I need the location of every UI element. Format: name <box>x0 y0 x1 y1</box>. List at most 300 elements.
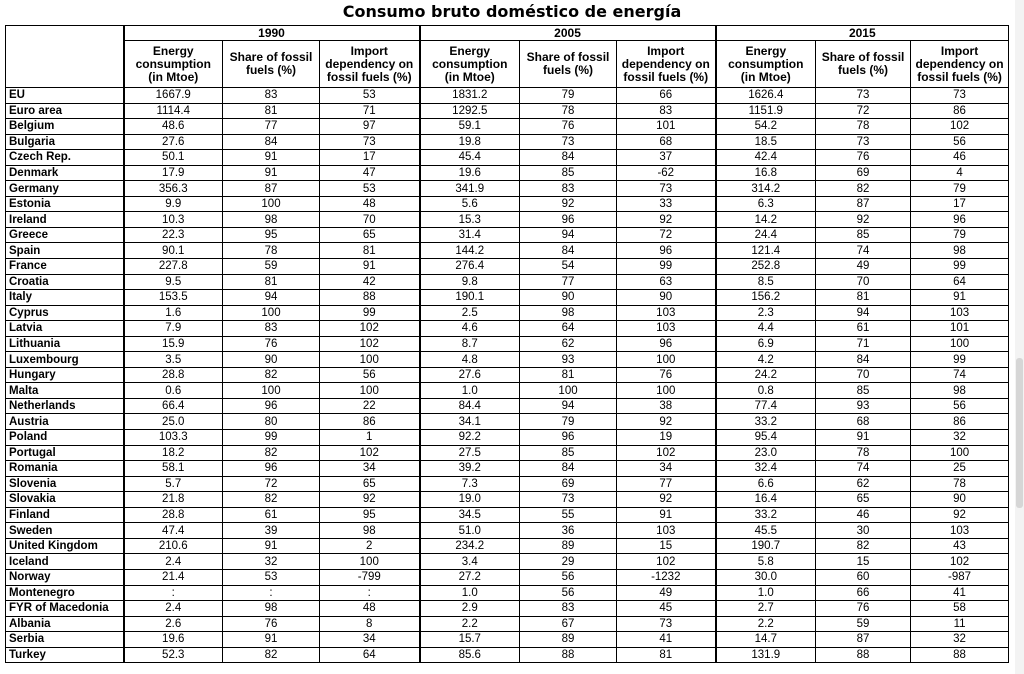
value-cell: 61 <box>816 321 911 337</box>
value-cell: 32 <box>911 632 1009 648</box>
country-cell: France <box>6 259 124 275</box>
value-cell: 42.4 <box>716 150 816 166</box>
value-cell: 76 <box>816 601 911 617</box>
value-cell: 84 <box>520 461 617 477</box>
value-cell: 6.6 <box>716 476 816 492</box>
value-cell: 56 <box>520 585 617 601</box>
value-cell: 1.6 <box>124 305 223 321</box>
value-cell: 98 <box>520 305 617 321</box>
value-cell: 92 <box>816 212 911 228</box>
value-cell: 18.2 <box>124 445 223 461</box>
value-cell: 9.5 <box>124 274 223 290</box>
country-cell: Luxembourg <box>6 352 124 368</box>
table-row <box>6 352 1009 368</box>
value-cell: 92 <box>320 492 420 508</box>
value-cell: 92 <box>911 507 1009 523</box>
value-cell: 66 <box>617 88 716 104</box>
value-cell: 1831.2 <box>420 88 520 104</box>
value-cell: 78 <box>911 476 1009 492</box>
value-cell: 16.4 <box>716 492 816 508</box>
table-row <box>6 181 1009 197</box>
value-cell: 97 <box>320 119 420 135</box>
value-cell: 81 <box>816 290 911 306</box>
country-cell: Finland <box>6 507 124 523</box>
value-cell: 15.7 <box>420 632 520 648</box>
value-cell: 41 <box>911 585 1009 601</box>
value-cell: 76 <box>617 367 716 383</box>
value-cell: : <box>124 585 223 601</box>
value-cell: 23.0 <box>716 445 816 461</box>
value-cell: 41 <box>617 632 716 648</box>
value-cell: 83 <box>520 601 617 617</box>
value-cell: 34.5 <box>420 507 520 523</box>
country-cell: Italy <box>6 290 124 306</box>
value-cell: 7.3 <box>420 476 520 492</box>
value-cell: 73 <box>520 134 617 150</box>
value-cell: 102 <box>911 554 1009 570</box>
value-cell: 32 <box>223 554 320 570</box>
value-cell: 78 <box>223 243 320 259</box>
value-cell: 92 <box>617 492 716 508</box>
country-cell: EU <box>6 88 124 104</box>
value-cell: 227.8 <box>124 259 223 275</box>
value-cell: 87 <box>816 632 911 648</box>
country-cell: Euro area <box>6 103 124 119</box>
value-cell: 79 <box>911 227 1009 243</box>
value-cell: 81 <box>320 243 420 259</box>
value-cell: 21.8 <box>124 492 223 508</box>
country-cell: Czech Rep. <box>6 150 124 166</box>
value-cell: 91 <box>223 632 320 648</box>
value-cell: 78 <box>816 119 911 135</box>
value-cell: 99 <box>320 305 420 321</box>
value-cell: 78 <box>520 103 617 119</box>
value-cell: 1.0 <box>420 383 520 399</box>
column-header-row <box>6 41 1009 88</box>
value-cell: 31.4 <box>420 227 520 243</box>
value-cell: 2.4 <box>124 601 223 617</box>
country-cell: Bulgaria <box>6 134 124 150</box>
value-cell: 6.9 <box>716 336 816 352</box>
value-cell: 49 <box>617 585 716 601</box>
value-cell: 5.8 <box>716 554 816 570</box>
value-cell: 34 <box>320 461 420 477</box>
column-header: Import dependency on fossil fuels (%) <box>617 41 716 88</box>
value-cell: 65 <box>816 492 911 508</box>
value-cell: 9.8 <box>420 274 520 290</box>
value-cell: 14.7 <box>716 632 816 648</box>
value-cell: 27.2 <box>420 569 520 585</box>
value-cell: 88 <box>520 647 617 663</box>
value-cell: 85 <box>520 445 617 461</box>
value-cell: 36 <box>520 523 617 539</box>
value-cell: 0.8 <box>716 383 816 399</box>
value-cell: 28.8 <box>124 367 223 383</box>
value-cell: 79 <box>520 414 617 430</box>
value-cell: 100 <box>520 383 617 399</box>
value-cell: 91 <box>617 507 716 523</box>
country-cell: Malta <box>6 383 124 399</box>
value-cell: 86 <box>320 414 420 430</box>
value-cell: 78 <box>816 445 911 461</box>
value-cell: 63 <box>617 274 716 290</box>
value-cell: 95 <box>223 227 320 243</box>
value-cell: 77.4 <box>716 398 816 414</box>
value-cell: 72 <box>617 227 716 243</box>
value-cell: 3.5 <box>124 352 223 368</box>
value-cell: -987 <box>911 569 1009 585</box>
value-cell: 103 <box>911 523 1009 539</box>
value-cell: 2.5 <box>420 305 520 321</box>
value-cell: 8.5 <box>716 274 816 290</box>
value-cell: 90 <box>223 352 320 368</box>
value-cell: 100 <box>223 196 320 212</box>
value-cell: 48 <box>320 196 420 212</box>
value-cell: 190.7 <box>716 538 816 554</box>
value-cell: 98 <box>223 601 320 617</box>
value-cell: 2 <box>320 538 420 554</box>
value-cell: 71 <box>320 103 420 119</box>
value-cell: 91 <box>320 259 420 275</box>
value-cell: 81 <box>223 274 320 290</box>
value-cell: 102 <box>320 336 420 352</box>
value-cell: 24.2 <box>716 367 816 383</box>
value-cell: 76 <box>223 616 320 632</box>
value-cell: 6.3 <box>716 196 816 212</box>
value-cell: 102 <box>320 321 420 337</box>
value-cell: 98 <box>911 383 1009 399</box>
table-row <box>6 196 1009 212</box>
country-cell: Poland <box>6 430 124 446</box>
value-cell: 87 <box>816 196 911 212</box>
value-cell: 73 <box>617 616 716 632</box>
value-cell: 90 <box>911 492 1009 508</box>
value-cell: 56 <box>520 569 617 585</box>
value-cell: 37 <box>617 150 716 166</box>
table-body <box>6 88 1009 663</box>
country-cell: Norway <box>6 569 124 585</box>
value-cell: : <box>223 585 320 601</box>
value-cell: 77 <box>520 274 617 290</box>
table-row <box>6 585 1009 601</box>
value-cell: 72 <box>223 476 320 492</box>
value-cell: 17 <box>911 196 1009 212</box>
value-cell: 64 <box>320 647 420 663</box>
value-cell: 4.6 <box>420 321 520 337</box>
value-cell: 103.3 <box>124 430 223 446</box>
value-cell: 59.1 <box>420 119 520 135</box>
value-cell: 91 <box>911 290 1009 306</box>
value-cell: -62 <box>617 165 716 181</box>
table-row <box>6 165 1009 181</box>
value-cell: 4.4 <box>716 321 816 337</box>
value-cell: 84.4 <box>420 398 520 414</box>
table-row <box>6 398 1009 414</box>
value-cell: 96 <box>520 212 617 228</box>
value-cell: 85 <box>520 165 617 181</box>
value-cell: 4 <box>911 165 1009 181</box>
value-cell: 76 <box>816 150 911 166</box>
value-cell: 45.4 <box>420 150 520 166</box>
value-cell: 82 <box>816 181 911 197</box>
value-cell: 66 <box>816 585 911 601</box>
value-cell: 48 <box>320 601 420 617</box>
page-title: Consumo bruto doméstico de energía <box>342 2 682 21</box>
country-cell: Hungary <box>6 367 124 383</box>
country-cell: Romania <box>6 461 124 477</box>
value-cell: 85.6 <box>420 647 520 663</box>
value-cell: 17 <box>320 150 420 166</box>
value-cell: 67 <box>520 616 617 632</box>
value-cell: 58 <box>911 601 1009 617</box>
value-cell: 15 <box>816 554 911 570</box>
value-cell: 54.2 <box>716 119 816 135</box>
value-cell: 90 <box>617 290 716 306</box>
value-cell: 96 <box>223 461 320 477</box>
value-cell: 100 <box>320 352 420 368</box>
country-cell: United Kingdom <box>6 538 124 554</box>
value-cell: 27.6 <box>124 134 223 150</box>
value-cell: 121.4 <box>716 243 816 259</box>
table-row <box>6 212 1009 228</box>
value-cell: 82 <box>223 492 320 508</box>
value-cell: 32.4 <box>716 461 816 477</box>
value-cell: 103 <box>911 305 1009 321</box>
value-cell: 69 <box>816 165 911 181</box>
value-cell: 56 <box>320 367 420 383</box>
value-cell: 60 <box>816 569 911 585</box>
value-cell: 90.1 <box>124 243 223 259</box>
value-cell: 92.2 <box>420 430 520 446</box>
value-cell: 68 <box>816 414 911 430</box>
value-cell: 88 <box>816 647 911 663</box>
table-row <box>6 134 1009 150</box>
value-cell: 2.6 <box>124 616 223 632</box>
value-cell: 100 <box>223 305 320 321</box>
value-cell: 46 <box>911 150 1009 166</box>
value-cell: 46 <box>816 507 911 523</box>
table-row <box>6 647 1009 663</box>
country-cell: Serbia <box>6 632 124 648</box>
country-cell: Spain <box>6 243 124 259</box>
value-cell: 33.2 <box>716 414 816 430</box>
value-cell: 95 <box>320 507 420 523</box>
value-cell: 102 <box>617 554 716 570</box>
value-cell: 54 <box>520 259 617 275</box>
table-row <box>6 367 1009 383</box>
country-cell: Cyprus <box>6 305 124 321</box>
value-cell: 1292.5 <box>420 103 520 119</box>
value-cell: 252.8 <box>716 259 816 275</box>
scrollbar-thumb[interactable] <box>1016 358 1023 508</box>
value-cell: 100 <box>617 352 716 368</box>
value-cell: 156.2 <box>716 290 816 306</box>
value-cell: 144.2 <box>420 243 520 259</box>
value-cell: 84 <box>520 243 617 259</box>
value-cell: 73 <box>911 88 1009 104</box>
value-cell: 17.9 <box>124 165 223 181</box>
table-row <box>6 243 1009 259</box>
value-cell: 22 <box>320 398 420 414</box>
value-cell: 15.3 <box>420 212 520 228</box>
energy-table <box>5 25 1009 663</box>
value-cell: 27.5 <box>420 445 520 461</box>
value-cell: 77 <box>617 476 716 492</box>
value-cell: 56 <box>911 398 1009 414</box>
value-cell: 5.7 <box>124 476 223 492</box>
value-cell: 62 <box>520 336 617 352</box>
value-cell: 84 <box>816 352 911 368</box>
value-cell: 100 <box>911 336 1009 352</box>
value-cell: 51.0 <box>420 523 520 539</box>
value-cell: 1114.4 <box>124 103 223 119</box>
value-cell: 95.4 <box>716 430 816 446</box>
value-cell: 48.6 <box>124 119 223 135</box>
value-cell: 82 <box>223 647 320 663</box>
value-cell: 102 <box>617 445 716 461</box>
value-cell: 153.5 <box>124 290 223 306</box>
value-cell: 27.6 <box>420 367 520 383</box>
value-cell: 92 <box>617 414 716 430</box>
value-cell: 100 <box>617 383 716 399</box>
value-cell: 1.0 <box>420 585 520 601</box>
value-cell: 1 <box>320 430 420 446</box>
value-cell: 25 <box>911 461 1009 477</box>
value-cell: 91 <box>223 165 320 181</box>
value-cell: 91 <box>223 538 320 554</box>
value-cell: 73 <box>320 134 420 150</box>
table-row <box>6 569 1009 585</box>
value-cell: 16.8 <box>716 165 816 181</box>
value-cell: 5.6 <box>420 196 520 212</box>
value-cell: 276.4 <box>420 259 520 275</box>
value-cell: 100 <box>320 554 420 570</box>
value-cell: 70 <box>816 367 911 383</box>
value-cell: 94 <box>223 290 320 306</box>
value-cell: 101 <box>911 321 1009 337</box>
value-cell: 25.0 <box>124 414 223 430</box>
value-cell: 34 <box>617 461 716 477</box>
value-cell: 72 <box>816 103 911 119</box>
value-cell: 59 <box>816 616 911 632</box>
country-cell: Turkey <box>6 647 124 663</box>
value-cell: 74 <box>816 461 911 477</box>
value-cell: 62 <box>816 476 911 492</box>
value-cell: 102 <box>911 119 1009 135</box>
value-cell: 52.3 <box>124 647 223 663</box>
value-cell: 103 <box>617 523 716 539</box>
value-cell: 92 <box>520 196 617 212</box>
country-cell: Greece <box>6 227 124 243</box>
table-row <box>6 476 1009 492</box>
value-cell: 19.6 <box>420 165 520 181</box>
value-cell: 314.2 <box>716 181 816 197</box>
value-cell: 83 <box>223 88 320 104</box>
value-cell: 102 <box>320 445 420 461</box>
table-row <box>6 507 1009 523</box>
value-cell: 94 <box>520 398 617 414</box>
value-cell: 98 <box>223 212 320 228</box>
value-cell: 7.9 <box>124 321 223 337</box>
value-cell: 73 <box>816 134 911 150</box>
country-cell: Slovakia <box>6 492 124 508</box>
value-cell: 22.3 <box>124 227 223 243</box>
value-cell: 58.1 <box>124 461 223 477</box>
country-cell: Latvia <box>6 321 124 337</box>
value-cell: 15 <box>617 538 716 554</box>
value-cell: 55 <box>520 507 617 523</box>
value-cell: 341.9 <box>420 181 520 197</box>
value-cell: 92 <box>617 212 716 228</box>
value-cell: 88 <box>320 290 420 306</box>
value-cell: 34 <box>320 632 420 648</box>
value-cell: 101 <box>617 119 716 135</box>
table-row <box>6 227 1009 243</box>
value-cell: 65 <box>320 227 420 243</box>
value-cell: 3.4 <box>420 554 520 570</box>
value-cell: 2.4 <box>124 554 223 570</box>
value-cell: 29 <box>520 554 617 570</box>
value-cell: 53 <box>320 88 420 104</box>
vertical-scrollbar[interactable] <box>1015 0 1024 674</box>
value-cell: 103 <box>617 321 716 337</box>
country-cell: Portugal <box>6 445 124 461</box>
value-cell: 9.9 <box>124 196 223 212</box>
value-cell: 2.2 <box>716 616 816 632</box>
value-cell: 81 <box>223 103 320 119</box>
table-row <box>6 632 1009 648</box>
value-cell: 2.3 <box>716 305 816 321</box>
value-cell: 19.0 <box>420 492 520 508</box>
value-cell: 100 <box>223 383 320 399</box>
table-row <box>6 492 1009 508</box>
value-cell: 2.2 <box>420 616 520 632</box>
value-cell: 28.8 <box>124 507 223 523</box>
value-cell: 15.9 <box>124 336 223 352</box>
value-cell: 18.5 <box>716 134 816 150</box>
value-cell: 190.1 <box>420 290 520 306</box>
value-cell: 68 <box>617 134 716 150</box>
value-cell: 87 <box>223 181 320 197</box>
value-cell: 39 <box>223 523 320 539</box>
value-cell: 50.1 <box>124 150 223 166</box>
table-row <box>6 616 1009 632</box>
column-header: Energy consumption (in Mtoe) <box>124 41 223 88</box>
value-cell: 19.8 <box>420 134 520 150</box>
value-cell: 69 <box>520 476 617 492</box>
value-cell: 47.4 <box>124 523 223 539</box>
table-row <box>6 336 1009 352</box>
value-cell: 73 <box>816 88 911 104</box>
value-cell: 99 <box>223 430 320 446</box>
country-cell: Germany <box>6 181 124 197</box>
table-row <box>6 430 1009 446</box>
value-cell: 53 <box>223 569 320 585</box>
value-cell: 85 <box>816 383 911 399</box>
value-cell: 74 <box>911 367 1009 383</box>
value-cell: 73 <box>617 181 716 197</box>
value-cell: 93 <box>520 352 617 368</box>
value-cell: 80 <box>223 414 320 430</box>
column-header: Energy consumption (in Mtoe) <box>716 41 816 88</box>
table-row <box>6 103 1009 119</box>
country-cell: Croatia <box>6 274 124 290</box>
year-header: 1990 <box>124 26 420 41</box>
value-cell: 70 <box>816 274 911 290</box>
value-cell: 11 <box>911 616 1009 632</box>
country-cell: Estonia <box>6 196 124 212</box>
value-cell: 1626.4 <box>716 88 816 104</box>
